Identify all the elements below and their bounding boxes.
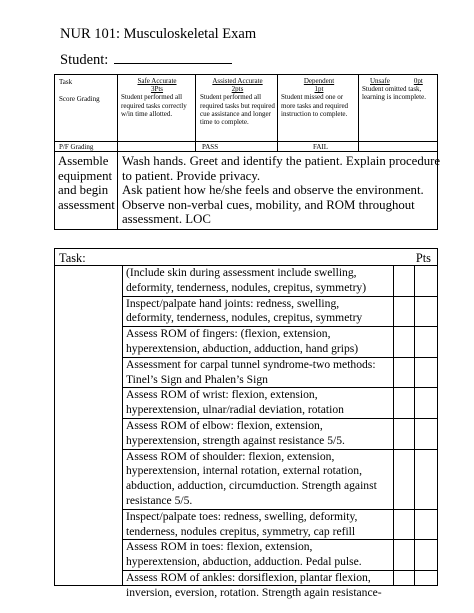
assemble-text: [122, 154, 440, 227]
task-row-line: deformity, tenderness, nodules, crepitus, symmetry): [126, 280, 367, 294]
task-row-line: hyperextension, abduction, adduction, hand grips): [126, 341, 359, 355]
grade-col-assisted: [200, 77, 275, 126]
task-row: [122, 571, 393, 601]
task-row-line: (Include skin during assessment include swelling,: [126, 266, 357, 279]
grade-col-points: 1pt: [314, 85, 324, 94]
task-row: [122, 266, 393, 296]
task-row: [122, 297, 393, 327]
pf-grading-label: P/F Grading: [59, 143, 94, 151]
grade-col-desc: Student performed all required tasks correctly w/in time allotted.: [121, 93, 187, 118]
task-row: [122, 510, 393, 540]
grading-table: [54, 74, 441, 230]
task-row-line: Tinel’s Sign and Phalen’s Sign: [126, 372, 268, 386]
task-row: [122, 388, 393, 418]
task-row: [122, 327, 393, 357]
grade-divider: [277, 75, 278, 151]
grade-col-safe: [121, 77, 193, 118]
task-row: [122, 358, 393, 388]
assemble-text-line: assessment. LOC: [122, 212, 211, 227]
task-row: [122, 419, 393, 449]
task-row: [122, 540, 393, 570]
task-row-line: Assess ROM of shoulder: flexion, extension,: [126, 449, 335, 463]
grade-divider: [117, 75, 118, 151]
assemble-text-line: Wash hands. Greet and identify the patient. Explain procedure: [122, 154, 441, 168]
task-table: [54, 248, 438, 599]
grade-col-points: 0pt: [413, 77, 423, 85]
grade-col-title: Safe Accurate: [137, 77, 177, 85]
grade-divider: [117, 151, 118, 229]
assemble-text-line: to patient. Provide privacy.: [122, 168, 261, 183]
task-row-line: Inspect/palpate toes: redness, swelling, deformity,: [126, 509, 358, 523]
grade-divider: [55, 141, 437, 142]
task-row-line: inversion, eversion, rotation. Strength again resistance-: [126, 585, 382, 599]
task-row-line: Assess ROM of elbow: flexion, extension,: [126, 419, 323, 432]
task-row-line: Assess ROM of wrist: flexion, extension,: [126, 388, 318, 402]
student-label: Student:: [60, 52, 109, 68]
grade-divider: [55, 151, 437, 152]
task-row-line: resistance 5/5.: [126, 493, 193, 507]
task-row-line: Inspect/palpate hand joints: redness, swelling,: [126, 296, 340, 310]
assemble-label-line: equipment: [58, 168, 113, 183]
grade-col-unsafe: [362, 77, 434, 102]
task-row-line: Assess ROM of ankles: dorsiflexion, plantar flexion,: [126, 571, 371, 584]
assemble-text-line: Ask patient how he/she feels and observe the environment.: [122, 183, 424, 198]
task-label: Task: [59, 78, 73, 86]
task-row-line: abduction, adduction, circumduction. Strength against: [126, 479, 377, 493]
grade-col-dependent: [281, 77, 357, 118]
assemble-text-line: Observe non-verbal cues, mobility, and ROM throughout: [122, 197, 415, 212]
student-field: [60, 50, 232, 69]
pass-label: PASS: [202, 143, 219, 151]
grade-divider: [195, 75, 196, 151]
column-divider: [393, 265, 394, 585]
grade-col-desc: Student missed one or more tasks and required instruction to complete.: [281, 93, 349, 118]
task-row-line: hyperextension, ulnar/radial deviation, rotation: [126, 403, 344, 417]
task-row-line: hyperextension, abduction, adduction. Pedal pulse.: [126, 555, 362, 569]
grade-col-desc: Student performed all required tasks but required cue assistance and longer time to complete.: [200, 93, 275, 127]
grade-col-points: 3Pts: [150, 85, 164, 94]
assemble-label-line: assessment: [58, 197, 115, 212]
task-row-line: tenderness, nodules crepitus, symmetry, cap refill: [126, 524, 356, 538]
assemble-label-line: and begin: [58, 183, 109, 198]
task-row: [122, 450, 393, 509]
fail-label: FAIL: [313, 143, 329, 151]
task-header: Task:: [59, 251, 86, 265]
grade-col-desc: Student omitted task, learning is incomplete.: [362, 85, 426, 102]
student-name-line[interactable]: [114, 50, 232, 64]
task-row-line: hyperextension, strength against resistance 5/5.: [126, 433, 345, 447]
task-row-line: Assess ROM of fingers: (flexion, extension,: [126, 327, 331, 341]
grade-col-title-row: [362, 77, 434, 85]
task-row-line: Assess ROM in toes: flexion, extension,: [126, 540, 313, 554]
grade-col-title: Dependent: [303, 77, 335, 85]
column-divider: [414, 265, 415, 585]
grade-col-title: Assisted Accurate: [212, 77, 263, 85]
assemble-label-line: Assemble: [58, 154, 109, 168]
grade-col-points: 2pts: [231, 85, 244, 94]
pts-header: Pts: [415, 251, 431, 265]
grade-divider: [358, 75, 359, 151]
grade-col-title: Unsafe: [370, 77, 390, 85]
page-title: NUR 101: Musculoskeletal Exam: [60, 26, 257, 42]
assemble-label: [58, 154, 115, 212]
task-row-line: Assessment for carpal tunnel syndrome-two methods:: [126, 357, 376, 371]
task-row-line: deformity, tenderness, nodules, crepitus, symmetry: [126, 311, 363, 325]
task-row-line: hyperextension, internal rotation, external rotation,: [126, 464, 362, 478]
score-grading-label: Score Grading: [59, 95, 100, 103]
